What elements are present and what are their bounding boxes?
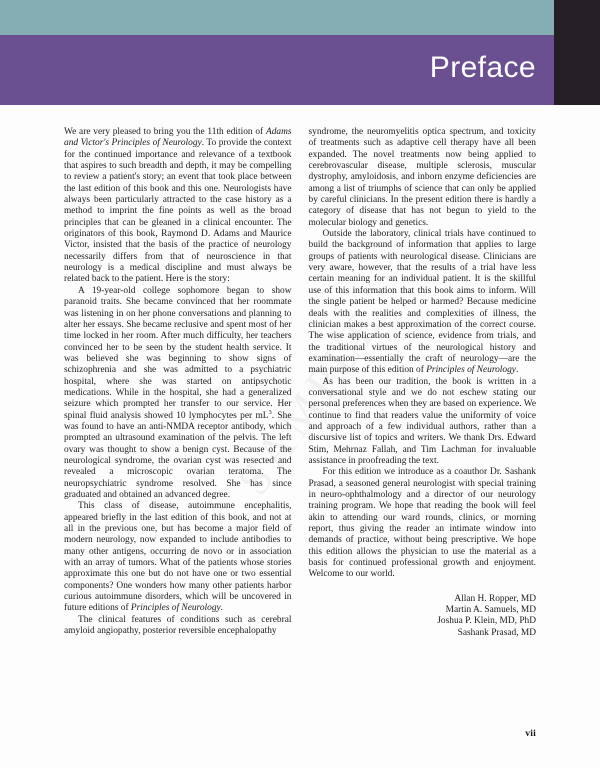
text-run: For this edition we introduce as a coauthor Dr. Sashank Prasad, a seasoned general neurologist with special training in neuro-ophthalmology and a director of our neurology training program. We hope that reading the book will feel akin to attending our ward rounds, clinics, or morning report, thus giving the reader an intimate window into demands of practice, without being prescriptive. We hope this edition allows the physician to use the material as a basis for continued professional growth and enjoyment. Welcome to our world. bbox=[308, 467, 536, 580]
right-column bbox=[309, 127, 537, 639]
text-run: Outside the laboratory, clinical trials have continued to build the background of information that applies to large groups of patients with neurological disease. Clinicians are very aware, however, that the results of a trial have less certain meaning for an individual patient. It is the skillful use of this information that this book aims to inform. Will the single patient be helped or harmed? Because medicine deals with the realities and complexities of illness, the clinician makes a best approximation of the correct course. The wise application of science, evidence from trials, and the traditional virtues of the neurological history and examination—essentially the craft of neurology—are the main purpose of this edition of bbox=[308, 229, 536, 376]
text-run: We are very pleased to bring you the 11th edition of bbox=[64, 127, 266, 137]
paragraph bbox=[64, 501, 292, 614]
italic-text: Principles of Neurology bbox=[426, 365, 516, 376]
signature-name: Martin A. Samuels, MD bbox=[445, 605, 536, 616]
header-band-teal bbox=[0, 0, 554, 35]
signature-name: Allan H. Ropper, MD bbox=[454, 593, 536, 604]
signature-name: Sashank Prasad, MD bbox=[457, 627, 536, 638]
superscript-reference: 3 bbox=[268, 408, 272, 416]
paragraph bbox=[309, 229, 537, 376]
page-number: vii bbox=[525, 728, 536, 739]
text-run: . bbox=[220, 603, 224, 614]
header-band-dark bbox=[554, 0, 600, 105]
paragraph bbox=[64, 286, 292, 502]
paragraph bbox=[64, 127, 292, 286]
text-run: . bbox=[515, 365, 519, 376]
italic-text: Adams and Victor's Principles of Neurology bbox=[64, 127, 292, 149]
left-column bbox=[64, 127, 292, 637]
text-run: The clinical features of conditions such as cerebral amyloid angiopathy, posterior reversible encephalopathy bbox=[64, 614, 292, 637]
paragraph bbox=[64, 615, 292, 638]
page-title: Preface bbox=[429, 51, 536, 84]
text-run: This class of disease, autoimmune encephalitis, appeared briefly in the last edition of this book, and not at all in the previous one, but has become a major field of modern neurology, now expanded to include antibodies to many other antigens, occurring de novo or in association with an array of tumors. What of the patients whose stories approximate this one but do not have one or two essential components? One wonders how many other patients harbor curious autoimmune disorders, which will be uncovered in future editions of bbox=[64, 501, 292, 614]
signature-block bbox=[309, 594, 537, 639]
text-run: . She was found to have an anti-NMDA receptor antibody, which prompted an ultrasound examination of the pelvis. The left ovary was thought to show a benign cyst. Because of the neurological syndrome, the ovarian cyst was resected and revealed a microscopic ovarian teratoma. The neuropsychiatric syndrome resolved. She has since graduated and obtained an advanced degree. bbox=[64, 410, 292, 500]
paragraph bbox=[309, 377, 537, 468]
text-run: . To provide the context for the continued importance and relevance of a textbook that aspires to such breadth and depth, it may be compelling to review a patient's story; an event that took place between the last edition of this book and this one. Neurologists have always been particularly attracted to the case history as a method to imprint the fine points as well as the broad principles that can be gleaned in a clinical encounter. The originators of this book, Raymond D. Adams and Maurice Victor, insisted that the basis of the practice of neurology necessarily differs from that of neuroscience in that neurology is a medical discipline and must always be related back to the patient. Here is the story: bbox=[64, 138, 292, 285]
paragraph bbox=[309, 467, 537, 580]
text-run: A 19-year-old college sophomore began to show paranoid traits. She became convinced that her roommate was listening in on her phone conversations and planning to alter her essays. She became reclusive and spent most of her time locked in her room. After much difficulty, her teachers convinced her to be seen by the student health service. It was believed she was beginning to show signs of schizophrenia and she was admitted to a psychiatric hospital, where she was started on antipsychotic medications. While in the hospital, she had a generalized seizure which prompted her transfer to our service. Her spinal fluid analysis showed 10 lymphocytes per mL bbox=[64, 285, 292, 421]
text-run: syndrome, the neuromyelitis optica spectrum, and toxicity of treatments such as adaptive cell therapy have all been expanded. The novel treatments now being applied to cerebrovascular disease, multiple sclerosis, muscular dystrophy, amyloidosis, and inborn enzyme deficiencies are among a list of triumphs of science that can only be applied by careful clinicians. In the present edition there is hardly a category of disease that has not begun to yield to the molecular biology and genetics. bbox=[308, 127, 536, 228]
signature-name: Joshua P. Klein, MD, PhD bbox=[437, 616, 536, 627]
text-run: As has been our tradition, the book is written in a conversational style and we do not eschew stating our personal preferences when they are based on experience. We continue to find that readers value the uniformity of voice and approach of a few individual authors, rather than a discursive list of topics and writers. We thank Drs. Edward Stim, Mehrnaz Fallah, and Tim Lachman for invaluable assistance in proofreading the text. bbox=[308, 376, 536, 466]
paragraph bbox=[309, 127, 537, 229]
italic-text: Principles of Neurology bbox=[130, 603, 221, 614]
page-content bbox=[64, 127, 536, 647]
